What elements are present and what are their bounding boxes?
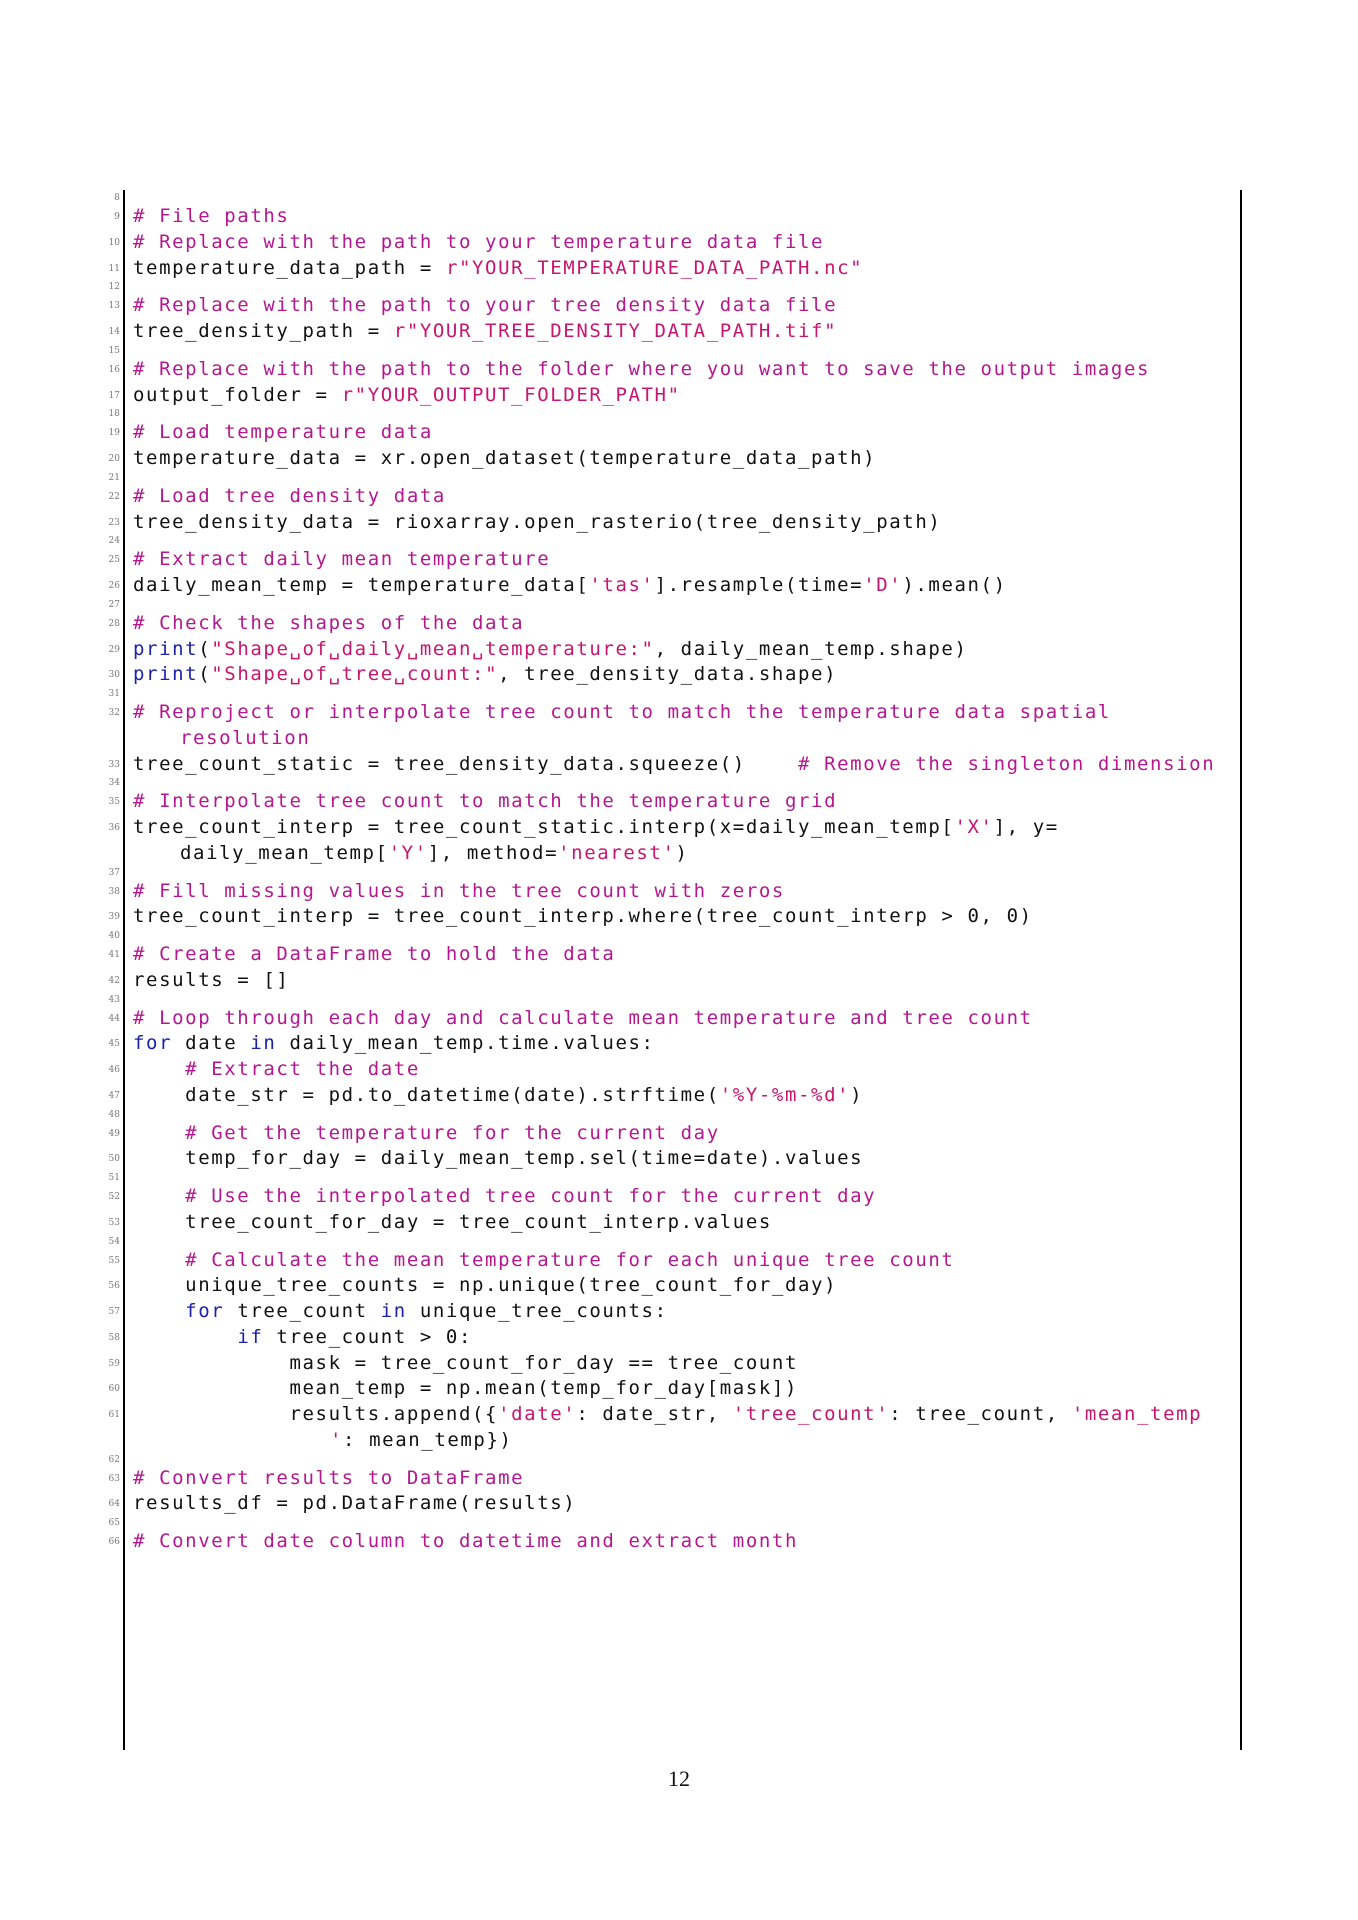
code-line [0,1465,1358,1491]
line-number: 34 [108,778,120,789]
code-line [0,1005,1358,1031]
line-number: 53 [108,1217,120,1228]
code-string: 'Y' [388,841,428,864]
code-keyword: in [250,1032,277,1055]
code-text: daily_mean_temp = temperature_data[ [133,574,590,596]
code-line [0,292,1358,318]
code-line [0,725,1358,751]
code-string: 'tree_count' [732,1403,890,1425]
code-comment: # Loop through each day and calculate mean temperature and tree count [133,1006,1033,1029]
line-number: 27 [108,599,120,610]
line-number: 62 [108,1454,120,1465]
code-line [0,546,1358,572]
line-number: 13 [108,301,120,312]
line-number: 23 [108,517,120,528]
code-keyword: for [185,1300,225,1322]
code-text: ], y= [993,816,1059,838]
code-comment: # Remove the singleton dimension [798,752,1216,775]
code-text: tree_count [224,1300,381,1322]
code-text: tree_count > 0: [263,1325,473,1348]
code-string: r"YOUR_OUTPUT_FOLDER_PATH" [341,383,681,406]
code-line [0,1324,1358,1350]
line-number: 29 [108,644,120,655]
code-comment: # Fill missing values in the tree count with zeros [133,879,785,902]
code-string: 'date' [498,1403,577,1425]
line-code [133,1247,954,1273]
code-text: : date_str, [576,1403,733,1425]
code-comment: resolution [180,726,311,749]
code-string: r"YOUR_TEMPERATURE_DATA_PATH.nc" [445,256,864,279]
line-code [133,229,824,255]
line-number: 21 [108,472,120,483]
line-code [133,941,615,967]
line-number: 17 [108,390,120,401]
line-code [133,636,968,662]
code-comment: # Convert results to DataFrame [133,1466,525,1489]
line-number: 25 [108,555,120,566]
line-number: 10 [108,237,120,248]
line-number: 50 [108,1154,120,1165]
code-text: mean_temp = np.mean(temp_for_day[mask]) [133,1377,798,1400]
code-line [0,1350,1358,1376]
line-code [133,1272,837,1298]
code-comment: # Interpolate tree count to match the temperature grid [133,790,838,813]
code-keyword: if [237,1325,264,1348]
code-text: tree_density_path = [133,320,394,342]
code-comment: # Load temperature data [133,421,433,444]
line-number: 65 [108,1518,120,1528]
line-number: 39 [108,912,120,923]
code-line [0,1528,1358,1554]
line-code [133,1030,655,1056]
code-keyword: in [380,1300,407,1322]
code-text: date_str = pd.to_datetime(date).strftime( [133,1083,720,1106]
code-line [0,1375,1358,1401]
line-code [133,1324,472,1350]
code-comment: # Create a DataFrame to hold the data [133,943,616,965]
line-number: 15 [108,345,120,356]
line-code [133,878,785,904]
code-line [0,1298,1358,1324]
line-number: 24 [108,536,120,547]
code-string: 'mean_temp [1071,1403,1203,1425]
line-code [133,1465,524,1491]
line-number: 54 [108,1236,120,1247]
code-string: r"YOUR_TREE_DENSITY_DATA_PATH.tif" [393,320,838,342]
code-text: tree_density_data = rioxarray.open_rasterio(tree_density_path) [133,510,942,533]
code-text: daily_mean_temp[ [180,841,389,864]
code-text [133,1185,185,1207]
line-number: 44 [108,1013,120,1024]
code-text: tree_count_for_day = tree_count_interp.values [133,1210,772,1233]
line-number: 36 [108,823,120,833]
code-text: output_folder = [133,383,342,406]
code-text: results.append({ [133,1403,499,1425]
code-text: ) [850,1083,864,1106]
code-line [0,1056,1358,1082]
line-number: 51 [108,1173,120,1183]
line-number: 32 [108,708,120,718]
line-number: 8 [114,193,120,203]
code-keyword: print [133,637,199,660]
line-number: 37 [108,867,120,878]
code-line [0,1120,1358,1146]
line-number: 55 [108,1255,120,1266]
code-line [0,788,1358,814]
code-line [0,419,1358,445]
code-text: temperature_data_path = [133,256,446,279]
line-code [133,1005,1033,1031]
code-line [0,483,1358,509]
line-code [133,203,289,229]
line-code [133,483,446,509]
line-number: 14 [108,327,120,337]
code-text [133,1326,237,1348]
code-string: ' [330,1428,344,1451]
line-number: 22 [108,491,120,502]
line-number: 61 [108,1410,120,1420]
code-text [133,1300,185,1322]
code-text: tree_count_interp = tree_count_interp.where(tree_count_interp > 0, 0) [133,905,1033,928]
code-comment: # Convert date column to datetime and extract month [133,1530,798,1552]
code-text: temp_for_day = daily_mean_temp.sel(time=date).values [133,1147,864,1170]
line-number: 33 [108,759,120,770]
code-text: ( [198,637,212,660]
code-line [0,1247,1358,1273]
code-line [0,1030,1358,1056]
line-number: 40 [108,931,120,941]
code-comment: # Calculate the mean temperature for each unique tree count [185,1248,955,1271]
code-text: mask = tree_count_for_day == tree_count [133,1351,798,1374]
line-number: 58 [108,1332,120,1343]
code-string: "Shape␣of␣daily␣mean␣temperature:" [211,637,655,660]
code-text: daily_mean_temp.time.values: [276,1032,655,1055]
line-number: 59 [108,1358,120,1369]
code-comment: # Replace with the path to your temperature data file [133,230,825,253]
code-text: ], method= [427,841,559,864]
line-number: 26 [108,581,120,591]
code-text: ].resample(time= [654,574,864,596]
line-code [133,1528,798,1554]
line-number: 30 [108,670,120,681]
code-text: results = [] [133,968,290,991]
code-text [133,1249,185,1271]
line-code [180,725,310,751]
code-comment: # Extract daily mean temperature [133,548,551,571]
code-comment: # Get the temperature for the current day [185,1121,720,1144]
line-code [133,356,1150,382]
code-string: 'D' [863,574,903,596]
line-number: 47 [108,1090,120,1101]
line-number: 64 [108,1499,120,1510]
code-string: 'tas' [589,574,655,596]
line-number: 46 [108,1065,120,1075]
code-line [0,814,1358,840]
line-number: 11 [108,263,120,274]
line-code [133,292,837,318]
code-line [0,941,1358,967]
line-number: 60 [108,1384,120,1395]
code-comment: # Reproject or interpolate tree count to match the temperature data spatial [133,701,1111,723]
code-line [0,636,1358,662]
line-code [133,610,524,636]
code-comment: # File paths [133,205,290,227]
code-comment: # Use the interpolated tree count for the current day [185,1185,877,1207]
code-line [0,1401,1358,1427]
code-text: unique_tree_counts = np.unique(tree_count_for_day) [133,1274,838,1297]
line-number: 57 [108,1307,120,1317]
code-line [0,229,1358,255]
code-comment: # Check the shapes of the data [133,611,525,634]
code-line [0,1183,1358,1209]
line-code [133,546,550,572]
line-number: 56 [108,1281,120,1292]
code-text: ( [198,663,212,686]
line-number: 63 [108,1473,120,1484]
code-keyword: for [133,1032,173,1055]
code-line [0,1272,1358,1298]
line-code [133,1120,720,1146]
code-comment: # Replace with the path to the folder where you want to save the output images [133,357,1151,380]
code-comment: # Replace with the path to your tree density data file [133,294,838,317]
code-line [0,878,1358,904]
line-code [133,419,433,445]
code-text: temperature_data = xr.open_dataset(temperature_data_path) [133,447,877,469]
code-comment: # Extract the date [185,1058,420,1080]
line-code [133,1401,1202,1427]
code-line [0,203,1358,229]
code-text: , tree_density_data.shape) [498,663,838,686]
code-line [0,610,1358,636]
line-number: 48 [108,1109,120,1120]
line-number: 42 [108,975,120,986]
code-keyword: print [133,663,199,686]
line-number: 43 [108,994,120,1005]
line-code [133,814,1059,840]
code-text: results_df = pd.DataFrame(results) [133,1492,577,1515]
code-text: tree_count_interp = tree_count_static.interp(x=daily_mean_temp[ [133,816,955,838]
code-string: '%Y-%m-%d' [719,1083,851,1106]
line-number: 66 [108,1537,120,1547]
line-code [133,788,837,814]
line-code [133,1350,798,1376]
code-comment: # Load tree density data [133,484,446,507]
line-code [133,699,1111,725]
code-text: tree_count_static = tree_density_data.squeeze() [133,752,798,775]
code-line [0,356,1358,382]
code-text: ) [675,841,689,864]
code-text [133,1058,185,1080]
code-text: : mean_temp}) [343,1428,513,1451]
line-number: 45 [108,1039,120,1050]
page-number: 12 [668,1766,690,1791]
line-code [133,1298,668,1324]
line-number: 18 [108,409,120,420]
code-string: 'nearest' [558,841,676,864]
code-text: ).mean() [902,574,1007,596]
code-string: 'X' [954,816,994,838]
line-code [133,1375,798,1401]
line-number: 31 [108,689,120,699]
line-number: 12 [108,282,120,293]
line-number: 9 [114,212,120,222]
code-text [133,1122,185,1144]
line-number: 20 [108,454,120,464]
line-code [133,1183,876,1209]
line-number: 41 [108,950,120,960]
line-number: 16 [108,364,120,375]
line-number: 38 [108,886,120,897]
line-number: 35 [108,797,120,808]
code-text: date [172,1032,251,1055]
code-text: , daily_mean_temp.shape) [654,637,968,660]
code-string: "Shape␣of␣tree␣count:" [211,663,499,686]
line-number: 28 [108,618,120,629]
line-code [133,1056,420,1082]
line-number: 19 [108,428,120,439]
line-number: 49 [108,1128,120,1139]
code-text: unique_tree_counts: [406,1300,668,1322]
code-text: : tree_count, [889,1403,1072,1425]
code-line [0,699,1358,725]
line-number: 52 [108,1192,120,1202]
